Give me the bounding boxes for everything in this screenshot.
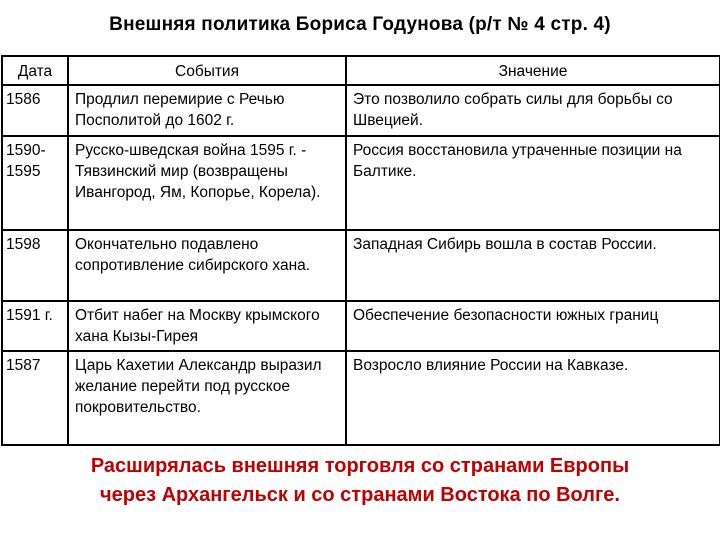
column-header-meaning: Значение (346, 56, 720, 85)
table-row (2, 230, 720, 301)
table-header-row (2, 56, 720, 85)
row-date: 1591 г. (2, 301, 68, 351)
summary-line-1: Расширялась внешняя торговля со странами Европы (90, 455, 630, 477)
row-date: 1587 (2, 351, 68, 445)
table-row (2, 351, 720, 445)
row-meaning: Обеспечение безопасности южных границ (346, 301, 720, 351)
column-header-date: Дата (2, 56, 68, 85)
row-meaning: Западная Сибирь вошла в состав России. (346, 230, 720, 301)
row-date: 1598 (2, 230, 68, 301)
row-meaning: Россия восстановила утраченные позиции на Балтике. (346, 136, 720, 230)
row-meaning: Возросло влияние России на Кавказе. (346, 351, 720, 445)
row-meaning: Это позволило собрать силы для борьбы со Швецией. (346, 85, 720, 136)
row-date: 1590-1595 (2, 136, 68, 230)
row-event: Русско-шведская война 1595 г. - Тявзинский мир (возвращены Ивангород, Ям, Копорье, Корела). (68, 136, 346, 230)
row-event: Отбит набег на Москву крымского хана Кызы-Гирея (68, 301, 346, 351)
table-row (2, 301, 720, 351)
row-event: Продлил перемирие с Речью Посполитой до 1602 г. (68, 85, 346, 136)
column-header-events: События (68, 56, 346, 85)
summary-line-2: через Архангельск и со странами Востока по Волге. (100, 484, 620, 506)
row-event: Царь Кахетии Александр выразил желание перейти под русское покровительство. (68, 351, 346, 445)
table-row (2, 85, 720, 136)
row-date: 1586 (2, 85, 68, 136)
table-row (2, 136, 720, 230)
summary-footer (0, 452, 720, 510)
row-event: Окончательно подавлено сопротивление сибирского хана. (68, 230, 346, 301)
foreign-policy-table (1, 55, 720, 446)
page-title: Внешняя политика Бориса Годунова (р/т № 4 стр. 4) (109, 14, 611, 35)
